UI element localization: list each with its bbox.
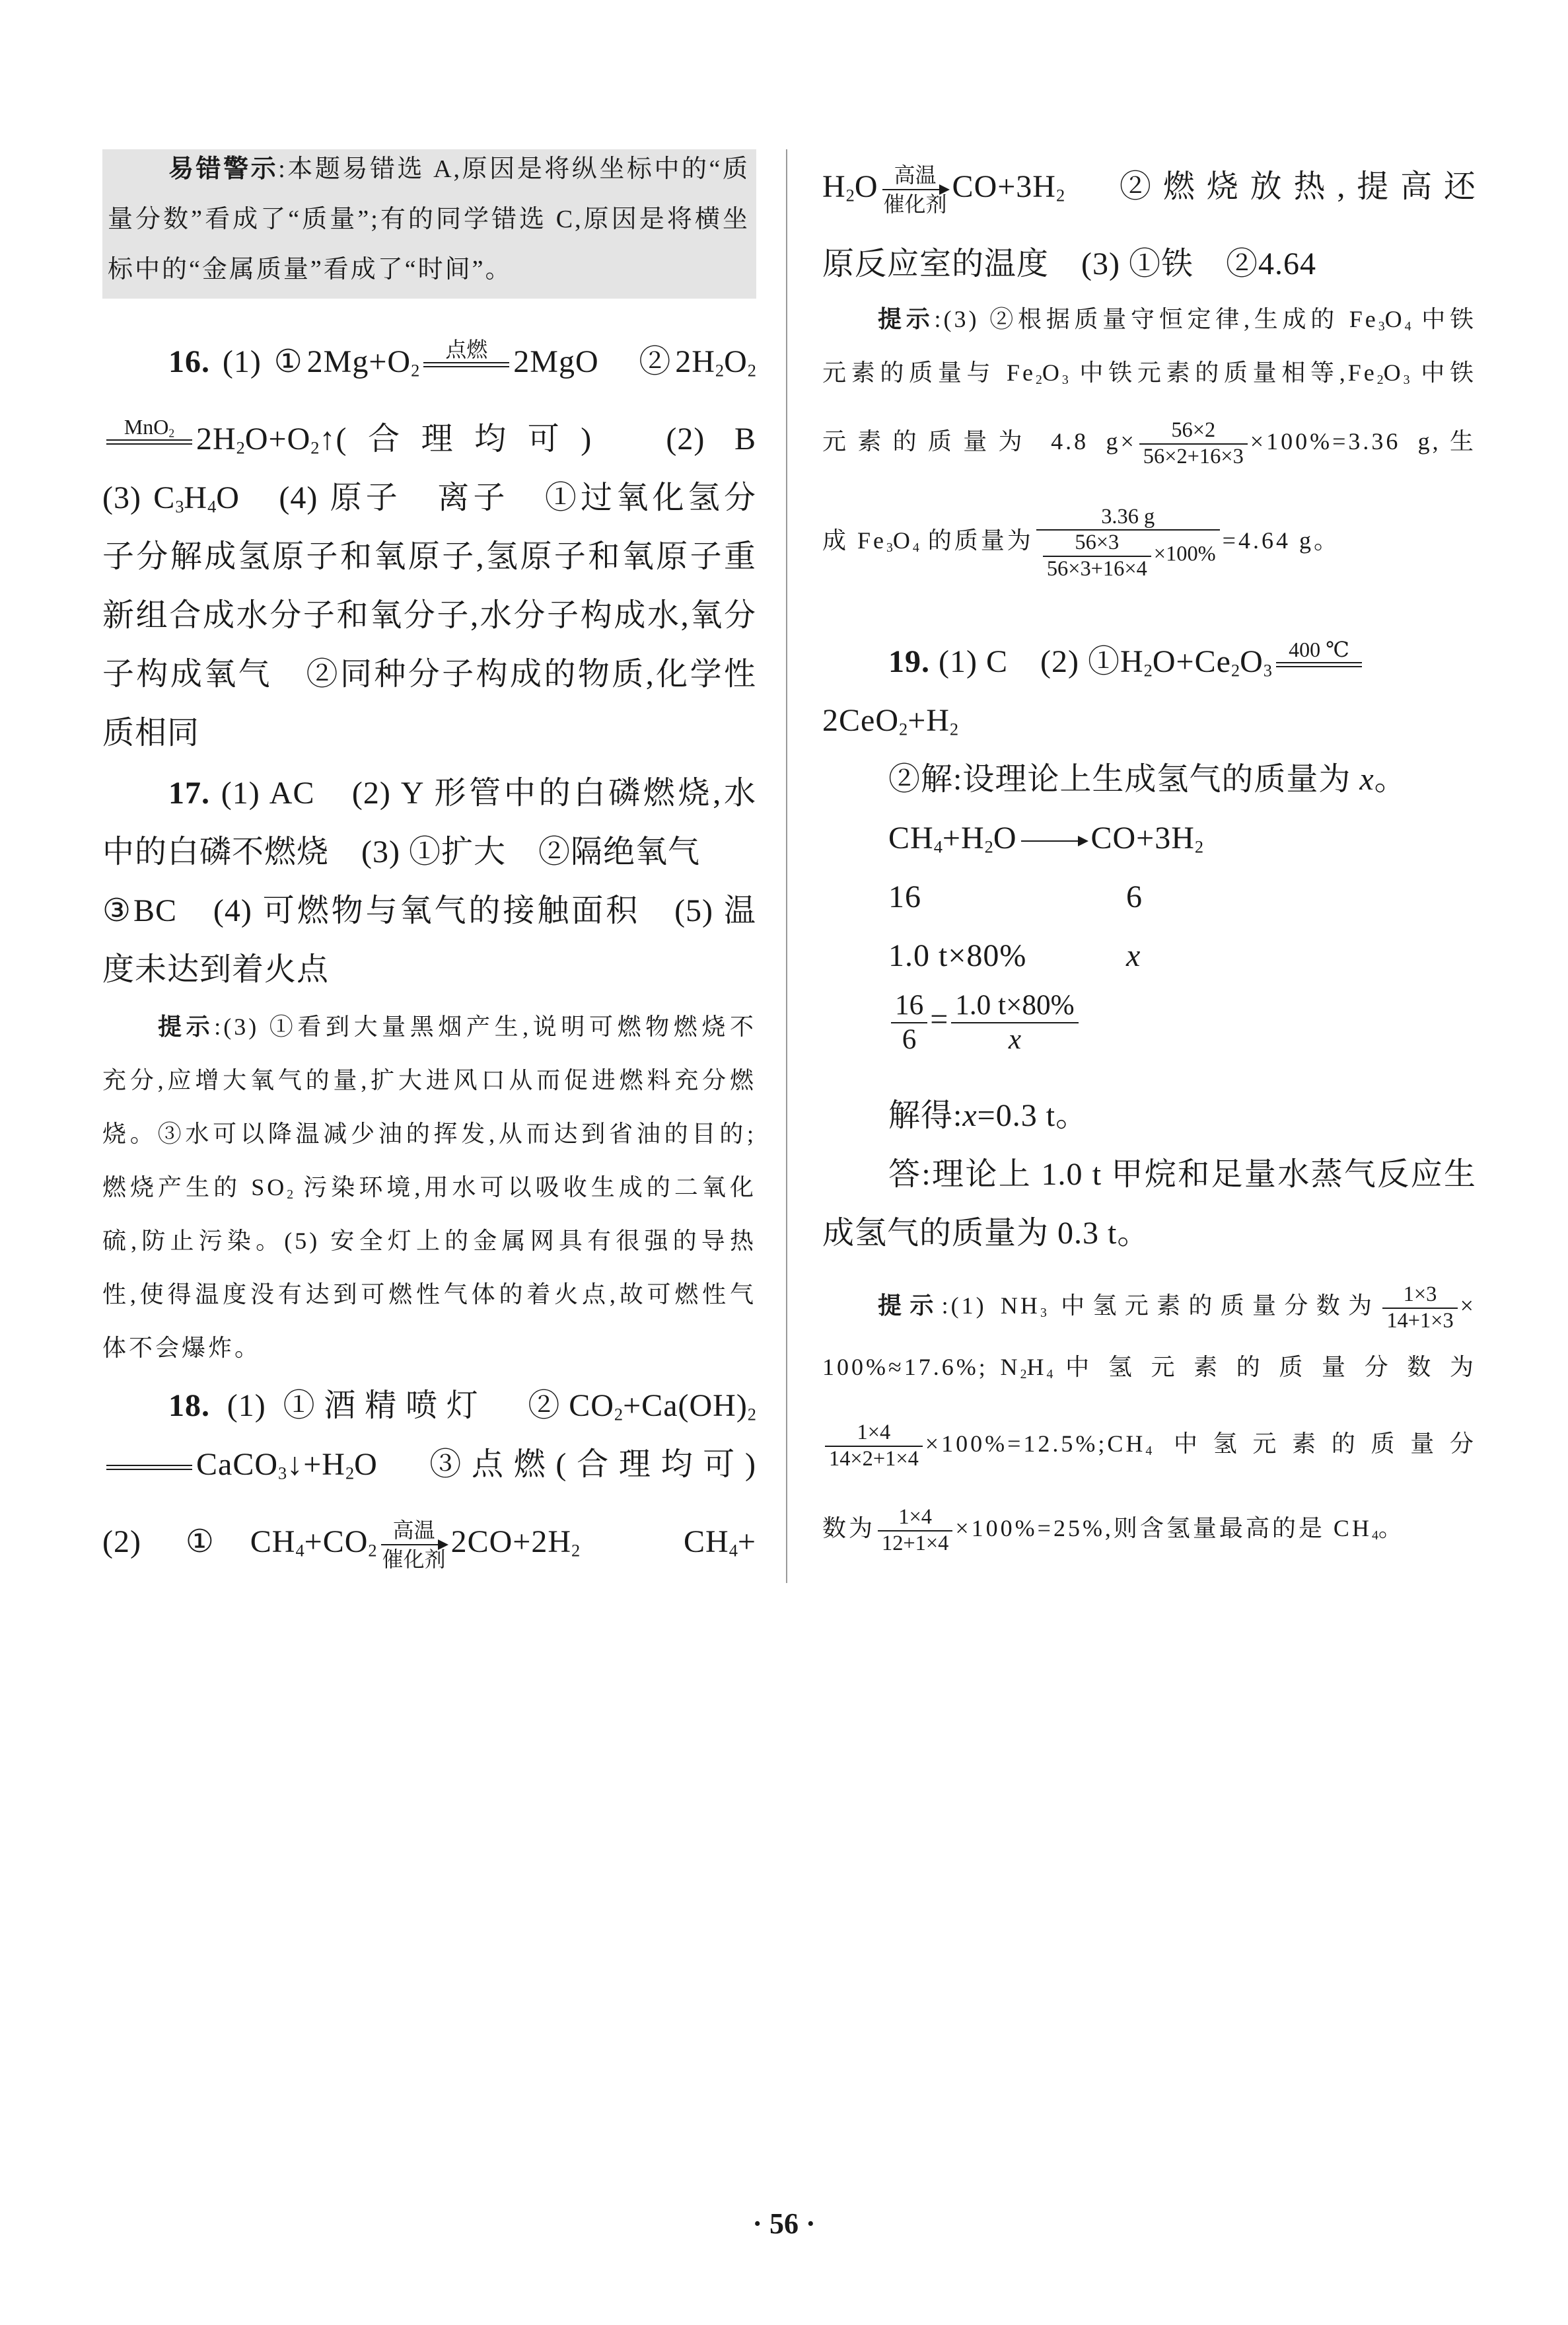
subscript: 3	[278, 1463, 287, 1483]
text-line	[102, 1107, 756, 1161]
text: 元素的质量与 Fe	[822, 359, 1036, 386]
denominator	[951, 1022, 1078, 1056]
text: 56×3+16×4	[1046, 556, 1147, 581]
subscript: 2	[168, 426, 175, 440]
text-line	[822, 1479, 1476, 1563]
text: 中的白磷不燃烧 (3) ①扩大 ②隔绝氧气	[102, 834, 700, 869]
denominator	[1382, 1308, 1457, 1333]
text-line	[102, 468, 756, 527]
subscript: 4	[933, 836, 943, 857]
text: (1) AC (2) Y 形管中的白磷燃烧,水	[210, 776, 756, 811]
subscript: 3	[175, 496, 184, 517]
text: +CO	[304, 1524, 369, 1559]
text: 元素的质量为 4.8 g×	[822, 428, 1137, 455]
text: 烧。③水可以降温减少油的挥发,从而达到省油的目的;	[102, 1121, 756, 1147]
subscript: 3	[1040, 1305, 1047, 1320]
text: O	[993, 821, 1017, 856]
numerator	[891, 989, 927, 1022]
subscript: 2	[287, 1187, 294, 1202]
text: 标中的“金属质量”看成了“时间”。	[108, 256, 513, 283]
subscript: 2	[747, 1404, 756, 1424]
text: 100%≈17.6%; N	[822, 1354, 1020, 1380]
numerator	[951, 989, 1078, 1022]
text-line	[102, 881, 756, 940]
text: +	[737, 1524, 756, 1559]
text: 原反应室的温度 (3) ①铁 ②4.64	[822, 246, 1316, 281]
subscript: 2	[1055, 185, 1065, 205]
text: +Ca(OH)	[623, 1388, 748, 1423]
text-line	[102, 586, 756, 645]
text: O	[724, 344, 748, 379]
double-bar-icon	[423, 362, 509, 367]
hint-question-19	[822, 1256, 1476, 1563]
text: O	[1240, 644, 1264, 679]
text-line	[822, 867, 1476, 926]
text: :(1) NH	[941, 1292, 1040, 1319]
subscript: 3	[886, 540, 893, 556]
text: 1.0 t×80%	[955, 990, 1075, 1021]
text-line	[102, 1376, 756, 1435]
bold-label: 易错警示	[168, 155, 279, 183]
text: O+O	[244, 422, 311, 457]
text-line	[102, 823, 756, 881]
subscript: 4	[207, 496, 217, 517]
text-line	[822, 614, 1476, 691]
text: 度未达到着火点	[102, 952, 330, 987]
subscript: 2	[1020, 1366, 1027, 1382]
reaction-equals-sign	[1272, 637, 1366, 692]
text: 中铁元素的质量相等,Fe	[1068, 359, 1377, 386]
text: 。	[1378, 1515, 1405, 1541]
text: 新组合成水分子和氧分子,水分子构成水,氧分	[102, 598, 756, 633]
text: 1×4	[898, 1505, 933, 1530]
subscript: 4	[912, 540, 919, 556]
reaction-arrow	[878, 163, 952, 217]
reaction-equals-sign	[102, 1440, 196, 1495]
bold-label: 19.	[888, 644, 930, 679]
text-line	[822, 1256, 1476, 1341]
text: 56×2+16×3	[1143, 444, 1244, 468]
bold-label: 17.	[168, 776, 210, 811]
text: O	[854, 169, 878, 204]
answer-question-16	[102, 314, 756, 762]
text-line	[102, 194, 750, 244]
arrow-icon	[882, 189, 948, 190]
text-line	[102, 1054, 756, 1107]
text-line	[102, 244, 750, 295]
text: :本题易错选 A,原因是将纵坐标中的“质	[278, 155, 750, 183]
text: 中铁	[1409, 359, 1476, 386]
text-line	[822, 400, 1476, 484]
condition-above	[124, 414, 174, 439]
error-warning-text	[102, 144, 750, 295]
text: 成氢气的质量为 0.3 t。	[822, 1216, 1150, 1251]
text: :(3) ②根据质量守恒定律,生成的 Fe	[934, 306, 1378, 332]
denominator	[878, 1530, 952, 1556]
subscript: 2	[1376, 372, 1384, 387]
text: ②解:设理论上生成氢气的质量为	[888, 762, 1360, 797]
subscript: 2	[715, 360, 725, 381]
text: O	[1384, 306, 1405, 332]
answer-question-19	[822, 614, 1476, 1263]
text-line	[102, 1214, 756, 1268]
text: 高温	[392, 1518, 435, 1542]
text-line	[102, 1321, 756, 1375]
text: 1×3	[1403, 1282, 1437, 1307]
text-line	[822, 139, 1476, 235]
text: 中铁	[1411, 306, 1476, 332]
text-line	[822, 293, 1476, 346]
text: 56×2	[1171, 418, 1216, 443]
text-line	[822, 1145, 1476, 1204]
text-line	[822, 235, 1476, 293]
text: ×100%=12.5%;CH	[925, 1430, 1146, 1457]
text: ×100%=25%,则含氢量最高的是 CH	[955, 1515, 1372, 1541]
subscript: 2	[1035, 372, 1042, 387]
reaction-equals-sign	[419, 337, 513, 392]
subscript: 2	[310, 437, 320, 458]
text: H	[184, 480, 208, 515]
reaction-equals-sign	[102, 414, 196, 470]
aligned-value: 6	[1126, 879, 1143, 914]
text: H	[1026, 1354, 1047, 1380]
text: 体不会爆炸。	[102, 1335, 262, 1361]
text-line	[102, 314, 756, 391]
numerator	[894, 1505, 936, 1530]
fraction	[1139, 418, 1248, 469]
text: 400 ℃	[1289, 637, 1349, 661]
text: 2CeO	[822, 703, 899, 738]
text: O+Ce	[1152, 644, 1231, 679]
text-line	[102, 144, 750, 194]
bold-label: 提示	[158, 1014, 215, 1040]
condition-below	[884, 192, 947, 217]
condition-above	[894, 163, 937, 188]
text: 14×2+1×4	[829, 1446, 919, 1471]
bold-label: 18.	[168, 1388, 210, 1423]
denominator	[891, 1022, 927, 1056]
text: (3) C	[102, 480, 176, 515]
text: 量分数”看成了“质量”;有的同学错选 C,原因是将横坐	[108, 205, 750, 233]
reaction-arrow	[377, 1518, 451, 1572]
text: CO+3H	[952, 169, 1056, 204]
text: ②燃烧放热,提高还	[1065, 169, 1476, 204]
text: CO+3H	[1090, 821, 1195, 856]
text: (1) ①2Mg+O	[210, 344, 411, 379]
subscript: 3	[1403, 372, 1410, 387]
text: O ③点燃(合理均可)	[354, 1447, 756, 1482]
text-line	[102, 1000, 756, 1054]
bold-label: 16.	[168, 344, 210, 379]
subscript: 2	[1194, 836, 1204, 857]
text: 12+1×4	[882, 1531, 949, 1555]
subscript: 4	[295, 1540, 304, 1561]
text: 充分,应增大氧气的量,扩大进风口从而促进燃料充分燃	[102, 1067, 756, 1093]
condition-below	[382, 1547, 446, 1572]
text: 1×4	[857, 1421, 891, 1445]
text: 子分解成氢原子和氧原子,氢原子和氧原子重	[102, 539, 756, 574]
text: 6	[902, 1023, 917, 1055]
text: O	[892, 527, 913, 554]
subscript: 2	[984, 836, 993, 857]
italic-variable: x	[962, 1098, 978, 1133]
text: 56×3	[1075, 531, 1120, 555]
denominator	[825, 1446, 923, 1471]
text: 质相同	[102, 716, 200, 751]
subscript: 2	[614, 1404, 624, 1424]
text: =	[930, 1002, 949, 1037]
double-bar-icon	[106, 1465, 192, 1470]
text-line	[822, 809, 1476, 867]
numerator	[1167, 418, 1219, 443]
text: CH	[580, 1524, 729, 1559]
condition-above	[445, 337, 487, 362]
subscript: 2	[1230, 660, 1240, 681]
fraction	[891, 989, 927, 1056]
text-line	[822, 1394, 1476, 1479]
subscript: 2	[1143, 660, 1153, 681]
bold-label: 提示	[878, 1292, 942, 1319]
subscript: 3	[1263, 660, 1272, 681]
text: 中 氢 元 素 的 质 量 分 数 为	[1053, 1354, 1476, 1380]
text: 1.0 t×80%	[888, 938, 1027, 973]
text: 的质量为	[919, 527, 1034, 554]
bold-label: 提示	[878, 306, 935, 332]
text: O (4) 原子 离子 ①过氧化氢分	[216, 480, 757, 515]
text: 2MgO ②2H	[513, 344, 715, 379]
text: ③BC (4) 可燃物与氧气的接触面积 (5) 温	[102, 893, 756, 928]
text: 3.36 g	[1101, 505, 1155, 529]
subscript: 4	[1046, 1366, 1053, 1382]
text: 中氢元素的质量分	[1152, 1430, 1476, 1457]
text: MnO	[124, 414, 169, 439]
denominator	[1036, 529, 1220, 581]
page-number: · 56 ·	[752, 2207, 816, 2240]
text-line	[102, 940, 756, 999]
subscript: 4	[729, 1540, 738, 1561]
text: (2) ①CH	[102, 1524, 296, 1559]
condition-above	[393, 1518, 435, 1543]
text: 16	[895, 990, 924, 1021]
text: 。	[1374, 762, 1407, 797]
denominator	[1139, 443, 1248, 469]
text-line	[102, 1435, 756, 1494]
text: +H	[908, 703, 950, 738]
text: =0.3 t。	[977, 1098, 1088, 1133]
text-line	[102, 391, 756, 468]
subscript: 2	[571, 1540, 581, 1561]
subscript: 4	[1145, 1443, 1153, 1458]
text: =4.64 g。	[1222, 527, 1340, 554]
text: CaCO	[196, 1447, 278, 1482]
text: 解得:	[888, 1098, 963, 1133]
text-line	[102, 764, 756, 823]
subscript: 2	[747, 360, 756, 381]
subscript: 2	[345, 1463, 355, 1483]
text-line	[822, 985, 1476, 1086]
subscript: 2	[411, 360, 420, 381]
reaction-arrow	[1017, 814, 1091, 868]
text-line	[822, 1204, 1476, 1263]
aligned-variable: x	[1126, 938, 1141, 973]
text: (1) C (2) ①H	[930, 644, 1144, 679]
text: ×100%=3.36 g,生	[1250, 428, 1476, 455]
text-line	[822, 1086, 1476, 1145]
subscript: 2	[368, 1540, 377, 1561]
text: 数为	[822, 1515, 876, 1541]
text-line	[102, 645, 756, 704]
italic-variable: x	[1359, 762, 1374, 797]
text-line	[102, 1268, 756, 1321]
answer-question-18-continued	[822, 139, 1476, 293]
numerator	[1097, 505, 1158, 529]
text-line	[102, 704, 756, 762]
text: 成 Fe	[822, 527, 887, 554]
arrow-icon	[1021, 840, 1087, 842]
text: O	[1383, 359, 1404, 386]
text: 子构成氧气 ②同种分子构成的物质,化学性	[102, 657, 756, 692]
subscript: 2	[898, 719, 908, 739]
denominator	[1043, 556, 1151, 581]
text: 中氢元素的质量分数为	[1046, 1292, 1380, 1319]
text: 催化剂	[382, 1547, 446, 1571]
text: 催化剂	[883, 192, 947, 216]
text-line	[822, 1341, 1476, 1394]
italic-variable: x	[1008, 1023, 1021, 1055]
arrow-icon	[381, 1544, 447, 1545]
fraction	[1036, 505, 1220, 581]
fraction	[1043, 531, 1151, 581]
answer-question-18	[102, 1376, 756, 1590]
subscript: 4	[1404, 318, 1411, 334]
text-line	[102, 1161, 756, 1214]
text: (1) ①酒精喷灯 ②CO	[210, 1388, 614, 1423]
subscript: 2	[845, 185, 855, 205]
text: ↑(合理均可) (2) B	[319, 422, 756, 457]
text: 16	[888, 879, 921, 914]
condition-above	[1289, 637, 1349, 662]
text-line	[822, 346, 1476, 400]
subscript: 2	[949, 719, 959, 739]
text: 点燃	[445, 337, 488, 361]
column-divider	[786, 149, 787, 1583]
text-line	[822, 750, 1476, 809]
subscript: 2	[236, 437, 245, 458]
text: ×	[1460, 1292, 1476, 1319]
double-bar-icon	[1276, 662, 1362, 667]
text: 硫,防止污染。(5) 安全灯上的金属网具有很强的导热	[102, 1228, 756, 1254]
text: 答:理论上 1.0 t 甲烷和足量水蒸气反应生	[888, 1157, 1476, 1192]
text: 2CO+2H	[450, 1524, 572, 1559]
text: 性,使得温度没有达到可燃性气体的着火点,故可燃性气	[102, 1281, 756, 1308]
text: 高温	[894, 163, 937, 187]
text: O	[1042, 359, 1062, 386]
numerator	[853, 1421, 895, 1445]
text: +H	[942, 821, 985, 856]
fraction	[878, 1505, 952, 1556]
subscript: 3	[1378, 318, 1385, 334]
answer-question-17	[102, 764, 756, 999]
subscript: 4	[1371, 1528, 1378, 1543]
text: 污染环境,用水可以吸收生成的二氧化	[293, 1174, 756, 1200]
numerator	[1071, 531, 1123, 555]
text: ↓+H	[287, 1447, 345, 1482]
text: ×100%	[1153, 542, 1216, 566]
text: :(3) ①看到大量黑烟产生,说明可燃物燃烧不	[214, 1014, 756, 1040]
text: 2H	[196, 422, 236, 457]
text-line	[102, 527, 756, 586]
fraction	[951, 989, 1078, 1056]
text: H	[822, 169, 846, 204]
double-bar-icon	[106, 439, 192, 445]
text: 14+1×3	[1386, 1308, 1454, 1333]
text: CH	[888, 821, 934, 856]
text: 燃烧产生的 SO	[102, 1174, 287, 1200]
text-line	[102, 1494, 756, 1590]
fraction	[1382, 1282, 1457, 1333]
text-line	[822, 926, 1476, 985]
fraction	[825, 1421, 923, 1471]
subscript: 3	[1061, 372, 1069, 387]
hint-question-17	[102, 1000, 756, 1375]
numerator	[1400, 1282, 1441, 1307]
